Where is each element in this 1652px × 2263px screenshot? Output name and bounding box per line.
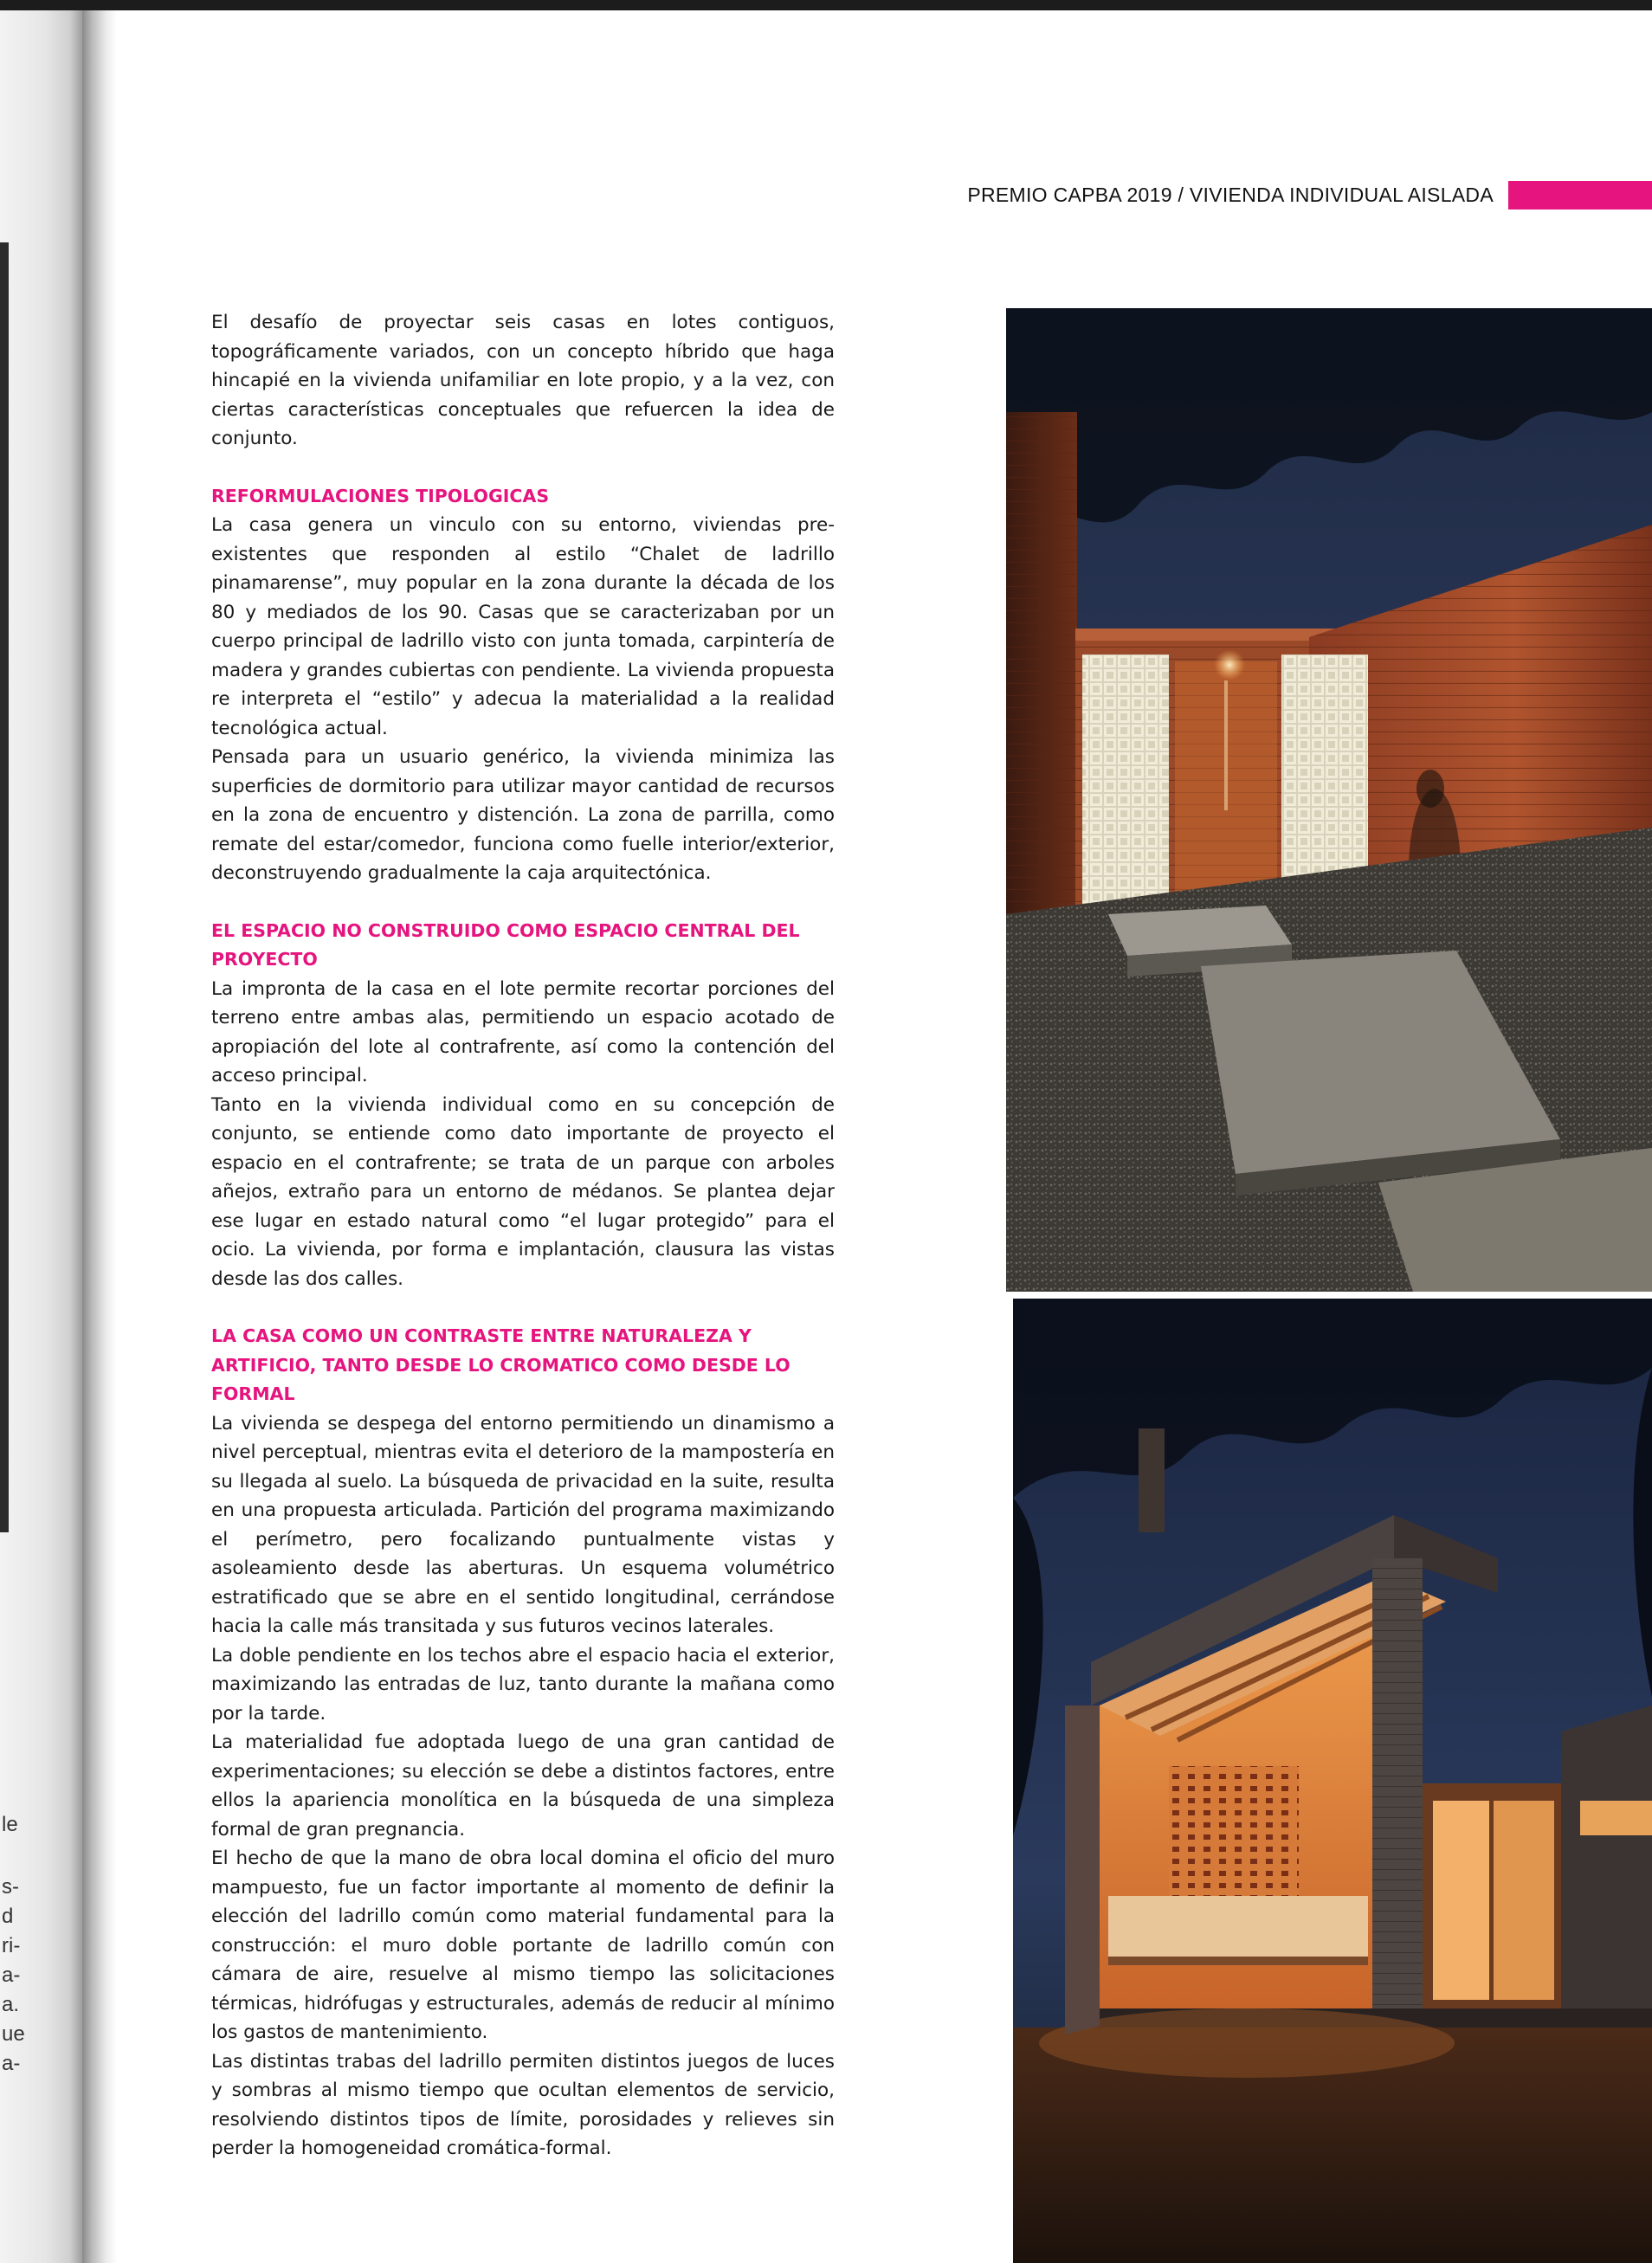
facing-page-fragment: a- [2,2052,21,2075]
photo-entrance-courtyard [1006,308,1652,1292]
body-paragraph: La materialidad fue adoptada luego de una gran cantidad de experimentaciones; su elección se debe a distintos factores, entre ellos la apariencia monolítica en la búsqueda de una simpleza formal de gran pregnancia. [211,1731,835,1841]
section-heading: EL ESPACIO NO CONSTRUIDO COMO ESPACIO CENTRAL DEL PROYECTO [211,919,800,970]
running-head: PREMIO CAPBA 2019 / VIVIENDA INDIVIDUAL AISLADA [967,184,1494,206]
facing-page-fragment: ri- [2,1934,21,1957]
facing-page-image-edge [0,242,9,1532]
body-paragraph: Tanto en la vivienda individual como en su concepción de conjunto, se entiende como dato importante de proyecto el espacio en el contrafrente; se trata de un parque con arboles añejos, extraño para un entorno de médanos. Se plantea dejar ese lugar en estado natural como “el lugar protegido” para el ocio. La vivienda, por forma e implantación, clausura las vistas desde las dos calles. [211,1093,835,1290]
page-gutter [82,10,117,2263]
facing-page-fragment: a. [2,1993,20,2016]
body-paragraph: El hecho de que la mano de obra local domina el oficio del muro mampuesto, fue un factor importante al momento de definir la elección del ladrillo común como material fundamental para la construcción: el muro doble portante de ladrillo común con cámara de aire, resuelve al mismo tiempo las solicitaciones térmicas, hidrófugas y estructurales, además de reducir al mínimo los gastos de mantenimiento. [211,1847,835,2043]
facing-page-fragment: a- [2,1963,21,1987]
body-paragraph: La impronta de la casa en el lote permite recortar porciones del terreno entre ambas alas, permitiendo un espacio acotado de apropiación del lote al contrafrente, así como la contención del acceso principal. [211,977,835,1086]
scan-top-edge [0,0,1652,10]
article-body [211,308,835,2163]
intro-paragraph: El desafío de proyectar seis casas en lotes contiguos, topográficamente variados, con un concepto híbrido que haga hincapié en la vivienda unifamiliar en lote propio, y a la vez, con ciertas características conceptuales que refuercen la idea de conjunto. [211,312,835,449]
facing-page-fragment: ue [2,2022,25,2046]
facing-page-fragment: d [2,1905,14,1928]
section-heading: LA CASA COMO UN CONTRASTE ENTRE NATURALEZA Y ARTIFICIO, TANTO DESDE LO CROMATICO COMO DESDE LO FORMAL [211,1325,791,1404]
body-paragraph: La casa genera un vinculo con su entorno, viviendas pre-existentes que responden al estilo “Chalet de ladrillo pinamarense”, muy popular en la zona durante la década de los 80 y mediados de los 90. Casas que se caracterizaban por un cuerpo principal de ladrillo visto con junta tomada, carpintería de madera y grandes cubiertas con pendiente. La vivienda propuesta re interpreta el “estilo” y adecua la materialidad a la realidad tecnológica actual. [211,514,835,739]
body-paragraph: La vivienda se despega del entorno permitiendo un dinamismo a nivel perceptual, mientras evita el deterioro de la mampostería en su llegada al suelo. La búsqueda de privacidad en la suite, resulta en una propuesta articulada. Partición del programa maximizando el perímetro, pero focalizando puntualmente vistas y asoleamiento desde las aberturas. Un esquema volumétrico estratificado que se abre en el sentido longitudinal, cerrándose hacia la calle más transitada y sus futuros vecinos laterales. [211,1412,835,1637]
facing-page-fragment: s- [2,1875,19,1899]
facing-page-fragment: le [2,1813,18,1836]
photo-barbecue-pavilion [1013,1299,1652,2263]
section-heading: REFORMULACIONES TIPOLOGICAS [211,485,550,506]
body-paragraph: Pensada para un usuario genérico, la vivienda minimiza las superficies de dormitorio para utilizar mayor cantidad de recursos en la zona de encuentro y distención. La zona de parrilla, como remate del estar/comedor, funciona como fuelle interior/exterior, deconstruyendo gradualmente la caja arquitectónica. [211,746,835,884]
section-accent-bar [1508,181,1652,210]
body-paragraph: La doble pendiente en los techos abre el espacio hacia el exterior, maximizando las entradas de luz, tanto durante la mañana como por la tarde. [211,1644,835,1725]
body-paragraph: Las distintas trabas del ladrillo permiten distintos juegos de luces y sombras al mismo tiempo que ocultan elementos de servicio, resolviendo distintos tipos de límite, porosidades y relieves sin perder la homogeneidad cromática-formal. [211,2050,835,2159]
